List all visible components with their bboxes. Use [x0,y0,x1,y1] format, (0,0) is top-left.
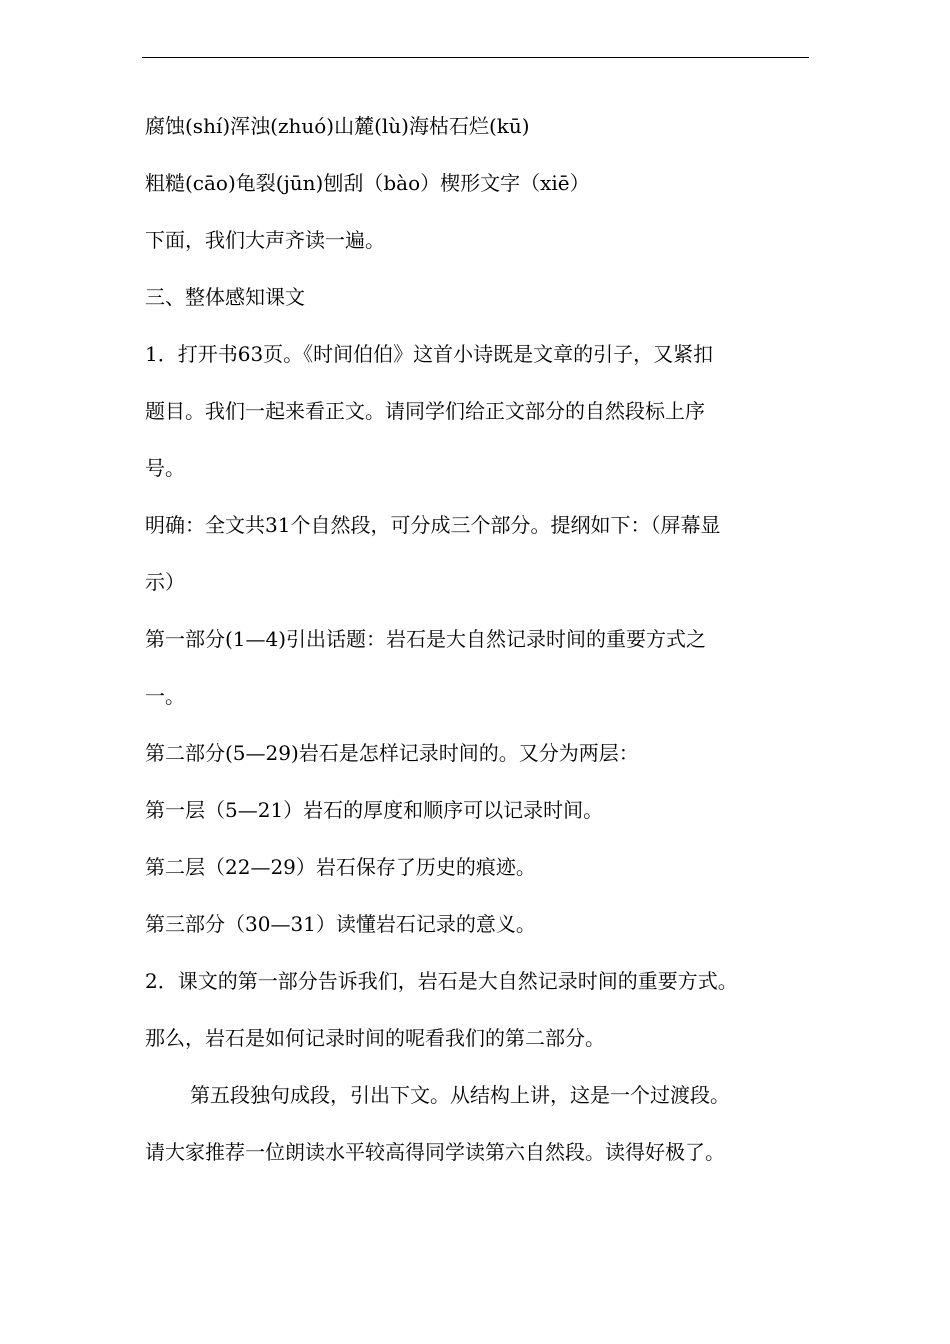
text-line-item1-b: 题目。我们一起来看正文。请同学们给正文部分的自然段标上序 [145,399,705,423]
pinyin-line-2: 粗糙(cāo)龟裂(jūn)刨刮（bào）楔形文字（xiē） [145,171,590,195]
text-line-part3: 第三部分（30—31）读懂岩石记录的意义。 [145,912,536,936]
text-line-layer2: 第二层（22—29）岩石保存了历史的痕迹。 [145,855,536,879]
text-line-item1-c: 号。 [145,456,185,480]
text-line-clarify-a: 明确：全文共31个自然段，可分成三个部分。提纲如下：（屏幕显 [145,513,721,537]
section-heading-3: 三、整体感知课文 [145,285,305,309]
pinyin-line-1: 腐蚀(shí)浑浊(zhuó)山麓(lù)海枯石烂(kū) [145,114,530,138]
text-line-paragraph6: 请大家推荐一位朗读水平较高得同学读第六自然段。读得好极了。 [145,1140,725,1164]
text-line-read-aloud: 下面，我们大声齐读一遍。 [145,228,385,252]
text-line-item1-a: 1．打开书63页。《时间伯伯》这首小诗既是文章的引子，又紧扣 [145,342,714,366]
text-line-layer1: 第一层（5—21）岩石的厚度和顺序可以记录时间。 [145,798,604,822]
text-line-part2: 第二部分(5—29)岩石是怎样记录时间的。又分为两层： [145,741,639,765]
text-line-item2-a: 2．课文的第一部分告诉我们，岩石是大自然记录时间的重要方式。 [145,969,738,993]
text-line-paragraph5: 第五段独句成段，引出下文。从结构上讲，这是一个过渡段。 [190,1083,730,1107]
text-line-clarify-b: 示） [145,570,185,594]
text-line-item2-b: 那么，岩石是如何记录时间的呢看我们的第二部分。 [145,1026,605,1050]
text-line-part1-a: 第一部分(1—4)引出话题：岩石是大自然记录时间的重要方式之 [145,627,707,651]
text-line-part1-b: 一。 [145,684,185,708]
header-rule [142,57,809,58]
